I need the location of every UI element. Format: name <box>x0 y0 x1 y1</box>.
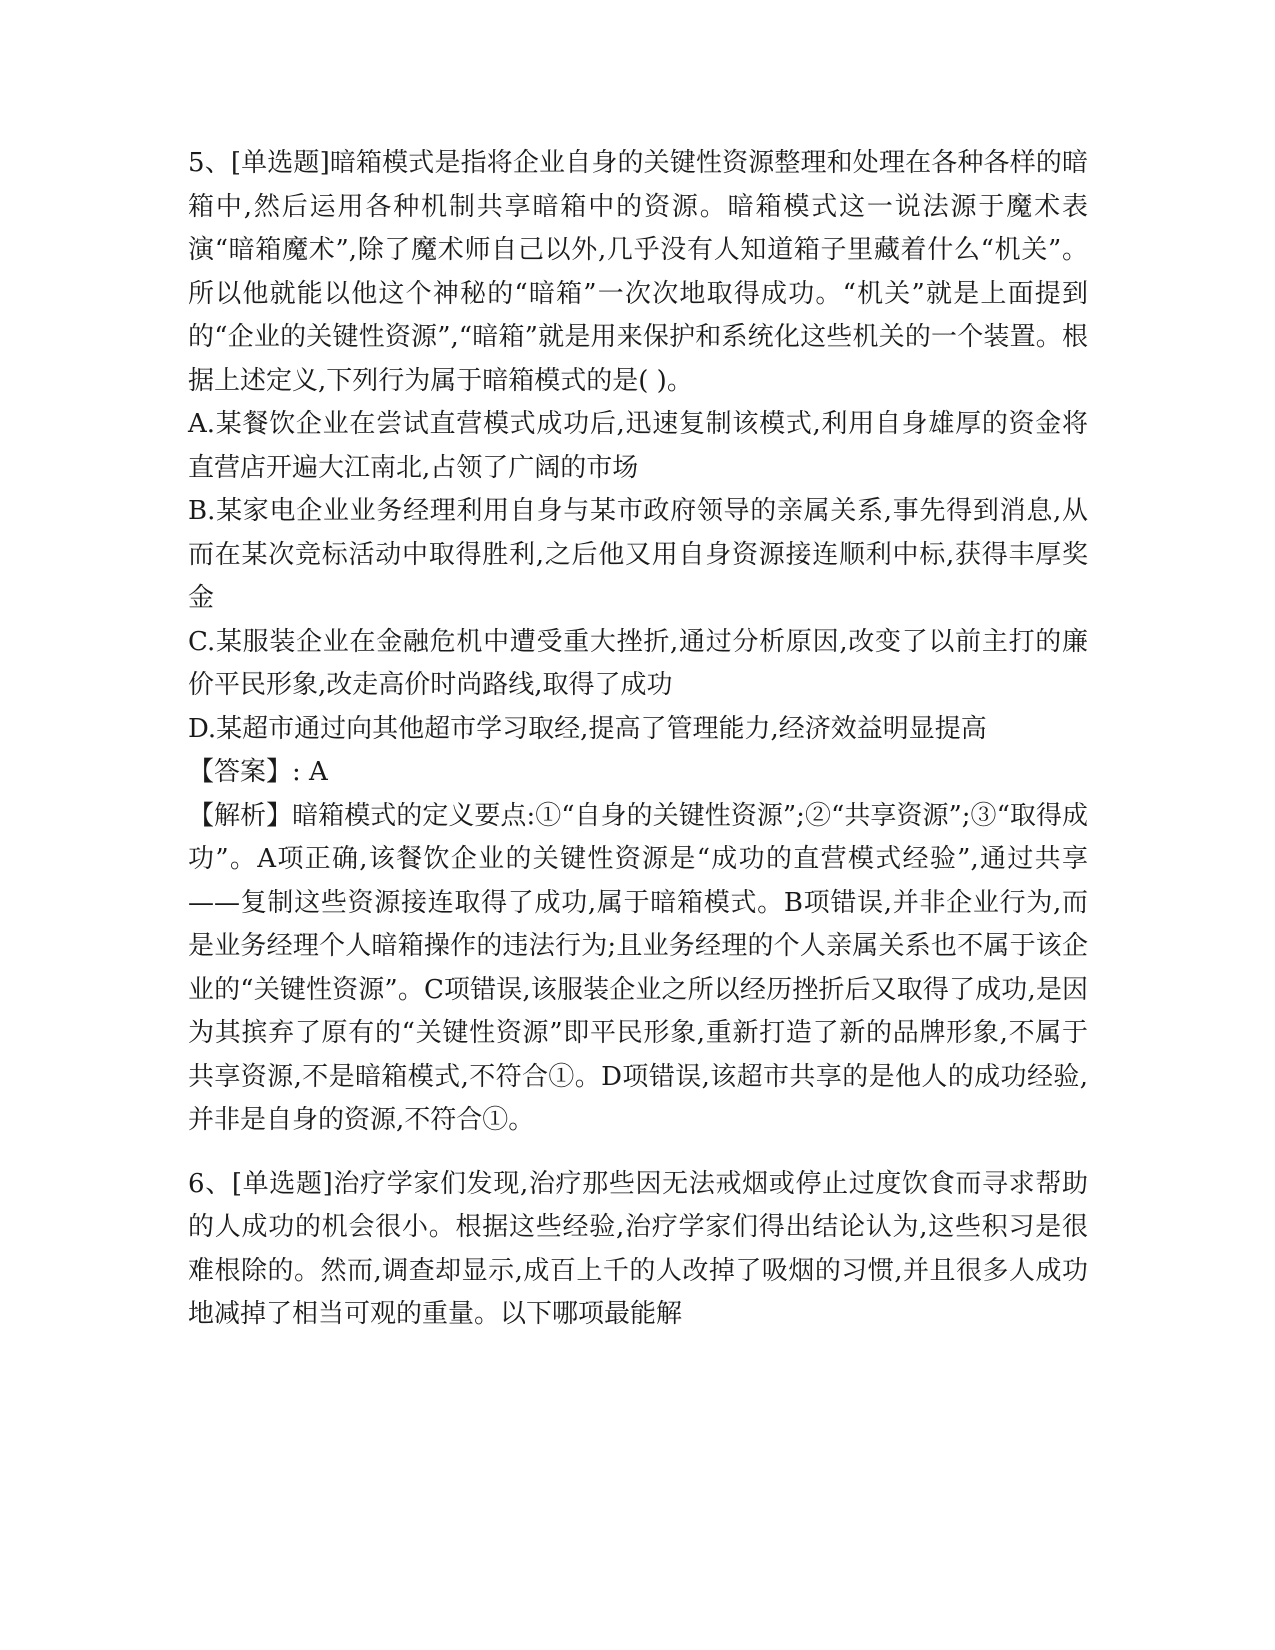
question-stem: 5、[单选题]暗箱模式是指将企业自身的关键性资源整理和处理在各种各样的暗箱中,然后运用各种机制共享暗箱中的资源。暗箱模式这一说法源于魔术表演“暗箱魔术”,除了魔术师自己以外,几乎没有人知道箱子里藏着什么“机关”。所以他就能以他这个神秘的“暗箱”一次次地取得成功。“机关”就是上面提到的“企业的关键性资源”,“暗箱”就是用来保护和系统化这些机关的一个装置。根据上述定义,下列行为属于暗箱模式的是( )。 <box>188 148 1088 396</box>
option-b: B.某家电企业业务经理利用自身与某市政府领导的亲属关系,事先得到消息,从而在某次竞标活动中取得胜利,之后他又用自身资源接连顺利中标,获得丰厚奖金 <box>188 496 1088 613</box>
option-list <box>188 403 1088 751</box>
question-5 <box>188 142 1088 1143</box>
analysis-text: 【解析】暗箱模式的定义要点:①“自身的关键性资源”;②“共享资源”;③“取得成功”。A项正确,该餐饮企业的关键性资源是“成功的直营模式经验”,通过共享——复制这些资源接连取得了成功,属于暗箱模式。B项错误,并非企业行为,而是业务经理个人暗箱操作的违法行为;且业务经理的个人亲属关系也不属于该企业的“关键性资源”。C项错误,该服装企业之所以经历挫折后又取得了成功,是因为其摈弃了原有的“关键性资源”即平民形象,重新打造了新的品牌形象,不属于共享资源,不是暗箱模式,不符合①。D项错误,该超市共享的是他人的成功经验,并非是自身的资源,不符合①。 <box>188 800 1088 1135</box>
option-a: A.某餐饮企业在尝试直营模式成功后,迅速复制该模式,利用自身雄厚的资金将直营店开遍大江南北,占领了广阔的市场 <box>188 409 1088 483</box>
option-d: D.某超市通过向其他超市学习取经,提高了管理能力,经济效益明显提高 <box>188 713 987 744</box>
document-page <box>188 142 1088 1337</box>
question-6 <box>188 1163 1088 1337</box>
answer-line: 【答案】: A <box>188 757 328 787</box>
option-c: C.某服装企业在金融危机中遭受重大挫折,通过分析原因,改变了以前主打的廉价平民形象,改走高价时尚路线,取得了成功 <box>188 626 1088 700</box>
question-stem: 6、[单选题]治疗学家们发现,治疗那些因无法戒烟或停止过度饮食而寻求帮助的人成功的机会很小。根据这些经验,治疗学家们得出结论认为,这些积习是很难根除的。然而,调查却显示,成百上千的人改掉了吸烟的习惯,并且很多人成功地减掉了相当可观的重量。以下哪项最能解 <box>188 1168 1088 1329</box>
